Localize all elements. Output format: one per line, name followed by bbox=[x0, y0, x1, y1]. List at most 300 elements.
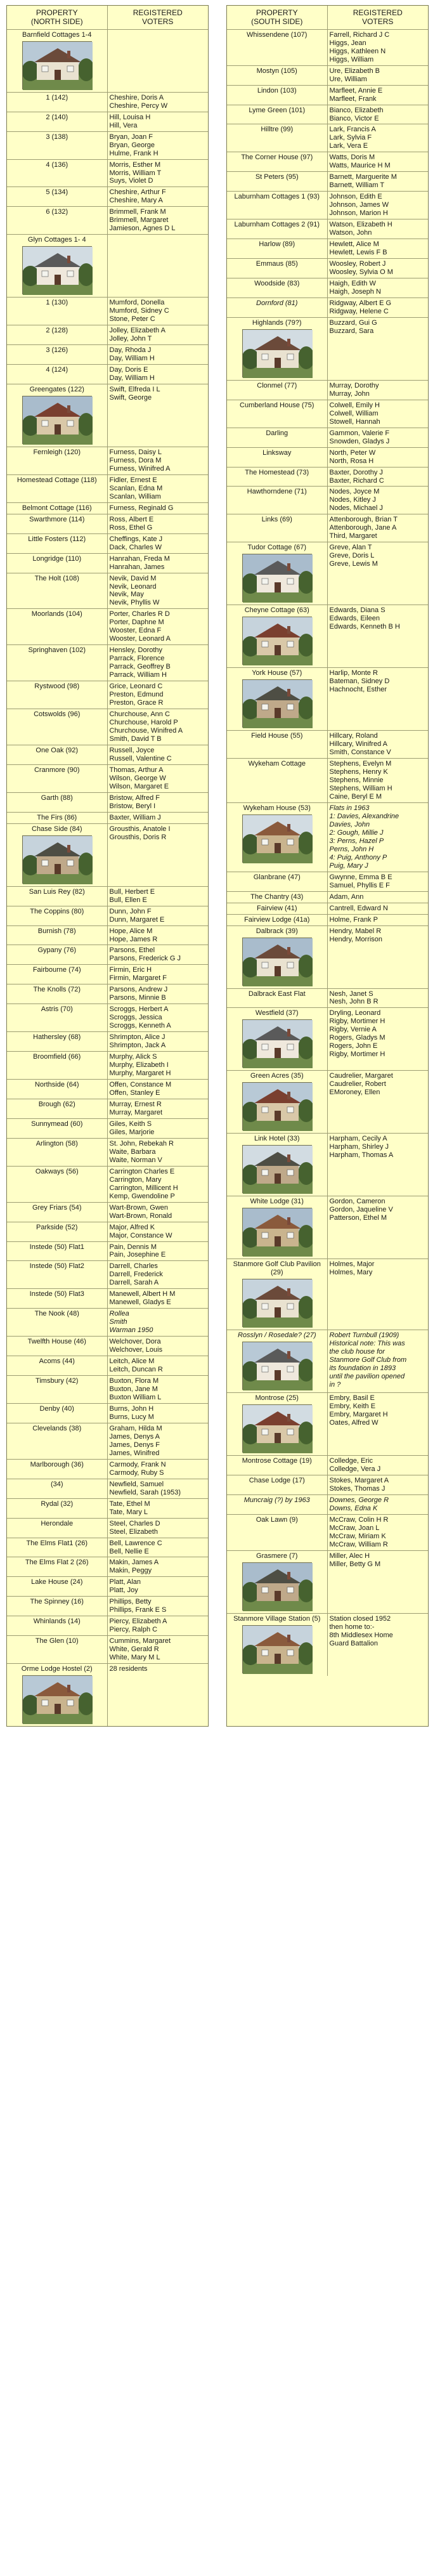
voter-name: Marfleet, Frank bbox=[329, 95, 377, 103]
property-name: Rosslyn / Rosedale? (27) bbox=[237, 1331, 316, 1340]
property-cell bbox=[227, 1614, 328, 1676]
voter-name: the club house for bbox=[329, 1348, 385, 1356]
voter-name: Nevik, Leonard bbox=[109, 582, 157, 591]
voters-cell bbox=[328, 872, 429, 891]
voters-cell bbox=[108, 160, 209, 187]
table-row bbox=[7, 93, 208, 112]
table-row bbox=[227, 219, 428, 239]
table-row bbox=[7, 187, 208, 207]
property-cell bbox=[227, 239, 328, 258]
house-photo bbox=[242, 1019, 312, 1068]
table-row bbox=[7, 1099, 208, 1119]
voter-name: Holme, Frank P bbox=[329, 915, 378, 924]
voters-cell bbox=[108, 1167, 209, 1202]
property-name: Hathersley (68) bbox=[33, 1033, 81, 1042]
property-cell bbox=[227, 1495, 328, 1514]
voter-name: Stone, Peter C bbox=[109, 315, 155, 324]
table-row bbox=[227, 1393, 428, 1456]
voters-cell bbox=[108, 1261, 209, 1288]
property-cell bbox=[227, 605, 328, 667]
property-name: Rystwood (98) bbox=[34, 683, 80, 691]
voters-cell bbox=[328, 259, 429, 278]
voter-name: Nevik, Phyllis W bbox=[109, 599, 160, 607]
voter-name: Cheshire, Mary A bbox=[109, 197, 163, 205]
table-row bbox=[7, 1289, 208, 1309]
voter-name: St. John, Rebekah R bbox=[109, 1139, 174, 1147]
voter-name: Major, Constance W bbox=[109, 1231, 172, 1239]
voters-cell bbox=[328, 605, 429, 667]
voter-name: Morris, Esther M bbox=[109, 160, 161, 169]
property-name: 6 (132) bbox=[46, 208, 68, 216]
property-cell bbox=[7, 1337, 108, 1356]
property-name: Swarthmore (114) bbox=[29, 515, 85, 523]
voters-cell bbox=[328, 448, 429, 467]
table-row bbox=[7, 1242, 208, 1262]
voter-name: Firmin, Margaret F bbox=[109, 974, 167, 983]
table-row bbox=[7, 765, 208, 793]
property-cell bbox=[7, 1004, 108, 1031]
property-name: Acoms (44) bbox=[39, 1357, 75, 1366]
property-cell bbox=[7, 1119, 108, 1138]
property-cell bbox=[227, 1259, 328, 1330]
voter-name: Morris, William T bbox=[109, 169, 162, 177]
property-cell bbox=[7, 160, 108, 187]
voter-name: James, Denys A bbox=[109, 1432, 160, 1441]
property-name: Westfield (37) bbox=[255, 1009, 299, 1017]
property-name: The Nook (48) bbox=[34, 1310, 79, 1318]
voter-name: Graham, Hilda M bbox=[109, 1424, 162, 1432]
property-name: Brough (62) bbox=[38, 1100, 75, 1108]
voters-cell bbox=[328, 219, 429, 239]
table-row bbox=[7, 160, 208, 188]
property-name: Emmaus (85) bbox=[256, 260, 298, 268]
voter-name: Cheshire, Arthur F bbox=[109, 188, 166, 197]
voters-cell bbox=[108, 573, 209, 609]
table-row bbox=[7, 1119, 208, 1139]
voter-name: EMoroney, Ellen bbox=[329, 1089, 380, 1097]
property-name: The Corner House (97) bbox=[241, 154, 313, 162]
property-cell bbox=[227, 803, 328, 872]
voter-name: Greve, Doris L bbox=[329, 552, 375, 560]
voters-cell bbox=[108, 1664, 209, 1726]
property-cell bbox=[227, 1071, 328, 1133]
voter-name: Higgs, Kathleen N bbox=[329, 47, 386, 55]
voter-name: Scanlan, Edna M bbox=[109, 484, 163, 492]
voters-cell bbox=[328, 903, 429, 914]
voter-name: Stanmore Golf Club from bbox=[329, 1356, 407, 1364]
property-name: The Homestead (73) bbox=[245, 468, 309, 476]
voter-name: Nesh, Janet S bbox=[329, 990, 373, 998]
voter-name: Cheshire, Percy W bbox=[109, 101, 168, 110]
voters-cell bbox=[108, 1203, 209, 1222]
voter-name: Brimmell, Margaret bbox=[109, 216, 169, 225]
property-name: Dornford (81) bbox=[256, 299, 298, 307]
property-cell bbox=[7, 1099, 108, 1118]
table-row bbox=[227, 192, 428, 219]
property-name: Dalbrack East Flat bbox=[248, 990, 306, 998]
table-row bbox=[7, 1376, 208, 1404]
voters-cell bbox=[108, 1309, 209, 1336]
house-photo bbox=[22, 41, 92, 89]
property-cell bbox=[7, 984, 108, 1004]
voter-name: in ? bbox=[329, 1381, 341, 1389]
voter-name: Snowden, Gladys J bbox=[329, 437, 390, 445]
voters-cell bbox=[108, 1139, 209, 1166]
voter-name: James, Winifred bbox=[109, 1449, 160, 1457]
voter-name: Cheshire, Doris A bbox=[109, 93, 164, 101]
property-name: York House (57) bbox=[252, 669, 302, 677]
voter-name: Rigby, Mortimer H bbox=[329, 1017, 385, 1026]
table-row bbox=[7, 1203, 208, 1222]
property-name: The Knolls (72) bbox=[33, 986, 81, 994]
voter-name: Woosley, Sylvia O M bbox=[329, 268, 393, 276]
property-name: The Chantry (43) bbox=[250, 892, 304, 901]
voters-cell bbox=[328, 239, 429, 258]
voter-name: until the pavilion opened bbox=[329, 1373, 405, 1381]
voters-cell bbox=[108, 1222, 209, 1241]
property-name: Stanmore Village Station (5) bbox=[233, 1614, 321, 1623]
voter-name: Adam, Ann bbox=[329, 892, 364, 901]
table-row bbox=[227, 30, 428, 66]
table-row bbox=[227, 872, 428, 892]
voter-name: Harpham, Thomas A bbox=[329, 1151, 394, 1160]
house-photo bbox=[242, 1145, 312, 1193]
voter-name: Shrimpton, Jack A bbox=[109, 1042, 166, 1050]
property-cell bbox=[227, 467, 328, 487]
property-name: Oak Lawn (9) bbox=[256, 1516, 298, 1524]
house-photo bbox=[22, 396, 92, 444]
voter-name: Kemp, Gwendoline P bbox=[109, 1192, 175, 1200]
voters-cell bbox=[108, 1616, 209, 1635]
header-text: (NORTH SIDE) bbox=[30, 17, 83, 27]
property-cell bbox=[227, 1134, 328, 1196]
voter-name: Swift, George bbox=[109, 393, 152, 402]
voters-cell bbox=[328, 892, 429, 903]
voters-cell bbox=[328, 467, 429, 487]
voter-name: Makin, Peggy bbox=[109, 1567, 152, 1575]
voter-name: Buzzard, Sara bbox=[329, 327, 374, 335]
property-name: Montrose (25) bbox=[255, 1394, 299, 1402]
voters-cell bbox=[108, 1577, 209, 1596]
voters-cell bbox=[108, 1404, 209, 1423]
voter-name: Puig, Mary J bbox=[329, 861, 368, 870]
table-row bbox=[7, 112, 208, 132]
property-name: Laburnham Cottages 1 (93) bbox=[234, 193, 320, 201]
table-row bbox=[7, 447, 208, 475]
voters-cell bbox=[328, 172, 429, 191]
voter-name: Embry, Keith E bbox=[329, 1402, 376, 1411]
property-name: Chase Side (84) bbox=[32, 825, 82, 833]
property-cell bbox=[7, 1557, 108, 1576]
voter-name: Baxter, Dorothy J bbox=[329, 468, 383, 476]
property-name: Fernleigh (120) bbox=[33, 448, 81, 456]
voter-name: North, Peter W bbox=[329, 448, 376, 457]
table-row bbox=[227, 605, 428, 668]
voter-name: Marfleet, Annie E bbox=[329, 86, 383, 95]
table-row bbox=[227, 428, 428, 448]
voter-name: Hillcary, Roland bbox=[329, 732, 378, 740]
voter-name: Churchouse, Ann C bbox=[109, 710, 170, 719]
property-cell bbox=[227, 903, 328, 914]
property-name: Twelfth House (46) bbox=[27, 1338, 86, 1346]
voter-name: Ure, William bbox=[329, 75, 367, 83]
voter-name: Platt, Alan bbox=[109, 1578, 141, 1586]
property-cell bbox=[7, 1616, 108, 1635]
voter-name: Stokes, Margaret A bbox=[329, 1477, 389, 1485]
voter-name: Downs, Edna K bbox=[329, 1505, 378, 1513]
voter-name: Carmody, Ruby S bbox=[109, 1468, 164, 1477]
table-row bbox=[227, 759, 428, 803]
voters-cell bbox=[328, 30, 429, 65]
voter-name: Buxton, Flora M bbox=[109, 1377, 159, 1385]
voters-cell bbox=[328, 1614, 429, 1676]
voters-cell bbox=[328, 1330, 429, 1392]
voter-name: Attenborough, Brian T bbox=[329, 516, 398, 524]
voter-name: Steel, Charles D bbox=[109, 1519, 160, 1527]
voter-name: Hulme, Frank H bbox=[109, 149, 159, 157]
voter-name: Gammon, Valerie F bbox=[329, 429, 390, 437]
voter-name: Jolley, John T bbox=[109, 335, 152, 343]
voters-cell bbox=[328, 318, 429, 380]
property-cell bbox=[227, 487, 328, 514]
table-row bbox=[227, 318, 428, 381]
voters-cell bbox=[108, 475, 209, 502]
house-photo bbox=[242, 938, 312, 986]
table-row bbox=[7, 475, 208, 503]
voter-name: Furness, Reginald G bbox=[109, 504, 174, 512]
voter-name: Downes, George R bbox=[329, 1496, 389, 1505]
property-cell bbox=[7, 365, 108, 384]
voter-name: Bateman, Sidney D bbox=[329, 677, 390, 686]
voters-cell bbox=[108, 1557, 209, 1576]
voter-name: Baxter, Richard C bbox=[329, 476, 384, 485]
voters-cell bbox=[108, 645, 209, 681]
voter-name: Station closed 1952 bbox=[329, 1614, 391, 1623]
property-name: Links (69) bbox=[261, 516, 292, 524]
voter-name: Cantrell, Edward N bbox=[329, 904, 388, 912]
voter-name: Firmin, Eric H bbox=[109, 966, 152, 974]
voters-cell bbox=[108, 1479, 209, 1498]
voters-cell bbox=[328, 1071, 429, 1133]
property-cell bbox=[7, 1222, 108, 1241]
house-photo bbox=[242, 1625, 312, 1673]
house-photo bbox=[242, 1279, 312, 1327]
voters-cell bbox=[108, 1519, 209, 1538]
voter-name: Third, Margaret bbox=[329, 532, 377, 540]
voter-name: Murray, Dorothy bbox=[329, 381, 379, 389]
table-row bbox=[7, 1052, 208, 1080]
voter-name: Johnson, Edith E bbox=[329, 193, 382, 201]
table-row bbox=[227, 542, 428, 605]
voter-name: Edwards, Kenneth B H bbox=[329, 623, 400, 631]
voters-cell bbox=[108, 1080, 209, 1099]
property-cell bbox=[227, 872, 328, 891]
voter-name: Farrell, Richard J C bbox=[329, 30, 390, 39]
voter-name: McCraw, William R bbox=[329, 1540, 388, 1548]
voter-name: Samuel, Phyllis E F bbox=[329, 881, 390, 889]
header-text: PROPERTY bbox=[36, 8, 78, 17]
property-cell bbox=[7, 235, 108, 297]
table-row bbox=[227, 400, 428, 428]
voter-name: Carrington Charles E bbox=[109, 1167, 175, 1175]
table-row bbox=[7, 1636, 208, 1664]
table-row bbox=[7, 1309, 208, 1337]
property-name: Woodside (83) bbox=[254, 279, 300, 287]
property-cell bbox=[7, 824, 108, 886]
property-cell bbox=[7, 132, 108, 159]
voter-name: Hill, Vera bbox=[109, 121, 138, 129]
voter-name: Perns, John H bbox=[329, 845, 374, 853]
property-cell bbox=[7, 325, 108, 344]
property-name: 1 (130) bbox=[46, 299, 68, 307]
voters-cell bbox=[108, 1004, 209, 1031]
voters-cell bbox=[108, 554, 209, 573]
voter-name: Rogers, John E bbox=[329, 1042, 378, 1050]
property-cell bbox=[7, 207, 108, 234]
voter-name: Wooster, Leonard A bbox=[109, 635, 171, 643]
voter-name: Buzzard, Gui G bbox=[329, 318, 377, 327]
voter-name: Lark, Francis A bbox=[329, 126, 376, 134]
voter-name: Wilson, Margaret E bbox=[109, 782, 169, 790]
voter-name: Wart-Brown, Ronald bbox=[109, 1212, 172, 1220]
table-row bbox=[227, 1071, 428, 1134]
voter-name: Welchover, Louis bbox=[109, 1346, 163, 1354]
property-cell bbox=[7, 1052, 108, 1079]
property-name: The Elms Flat1 (26) bbox=[26, 1539, 88, 1547]
voter-name: Manewell, Gladys E bbox=[109, 1298, 171, 1307]
voter-name: Haigh, Edith W bbox=[329, 279, 376, 287]
voter-name: Gwynne, Emma B E bbox=[329, 873, 392, 881]
voter-name: Stokes, Thomas J bbox=[329, 1485, 385, 1493]
property-cell bbox=[227, 318, 328, 380]
header-text: PROPERTY bbox=[256, 8, 298, 17]
voter-name: Ridgway, Albert E G bbox=[329, 299, 392, 307]
voter-name: Parsons, Minnie B bbox=[109, 994, 166, 1002]
voters-cell bbox=[108, 325, 209, 344]
north-side-table bbox=[6, 5, 209, 1727]
property-cell bbox=[7, 1664, 108, 1726]
voter-name: Tate, Mary L bbox=[109, 1508, 148, 1516]
voter-name: Colledge, Eric bbox=[329, 1457, 373, 1465]
table-row bbox=[227, 381, 428, 400]
property-cell bbox=[7, 1356, 108, 1375]
voters-cell bbox=[108, 1356, 209, 1375]
voters-cell bbox=[328, 1259, 429, 1330]
property-column-header bbox=[7, 6, 108, 29]
property-name: Oakways (56) bbox=[35, 1167, 79, 1175]
voters-cell bbox=[328, 1393, 429, 1455]
header-text: REGISTERED bbox=[353, 8, 403, 17]
property-name: Green Acres (35) bbox=[250, 1072, 304, 1080]
voters-cell bbox=[108, 709, 209, 745]
voter-name: Nevik, May bbox=[109, 591, 144, 599]
table-row bbox=[7, 1460, 208, 1479]
voter-name: 8th Middlesex Home bbox=[329, 1631, 393, 1639]
property-cell bbox=[7, 945, 108, 964]
table-row bbox=[7, 1032, 208, 1052]
voter-name: Parsons, Andrew J bbox=[109, 986, 168, 994]
voter-name: Stowell, Hannah bbox=[329, 417, 380, 426]
voter-name: Murphy, Alick S bbox=[109, 1053, 157, 1061]
voter-name: Bryan, George bbox=[109, 141, 155, 149]
voters-cell bbox=[328, 152, 429, 171]
property-name: Mostyn (105) bbox=[256, 67, 297, 75]
property-cell bbox=[227, 124, 328, 152]
table-row bbox=[7, 824, 208, 887]
table-row bbox=[7, 793, 208, 813]
property-cell bbox=[7, 1203, 108, 1222]
voter-name: Buxton William L bbox=[109, 1394, 162, 1401]
voter-name: Phillips, Betty bbox=[109, 1598, 152, 1606]
voter-name: Brimmell, Frank M bbox=[109, 208, 166, 216]
voter-name: Hope, James R bbox=[109, 935, 158, 943]
property-cell bbox=[227, 192, 328, 219]
property-cell bbox=[227, 219, 328, 239]
table-row bbox=[7, 345, 208, 365]
voters-cell bbox=[108, 132, 209, 159]
header-text: VOTERS bbox=[362, 17, 394, 27]
voter-name: Stephens, Minnie bbox=[329, 776, 384, 785]
voters-cell bbox=[108, 609, 209, 644]
voter-name: Historical note: This was bbox=[329, 1340, 405, 1348]
house-photo bbox=[242, 1342, 312, 1390]
voter-name: Lark, Sylvia F bbox=[329, 134, 372, 142]
table-row bbox=[227, 803, 428, 872]
property-name: Wykeham Cottage bbox=[248, 760, 306, 768]
property-name: Clonmel (77) bbox=[257, 381, 297, 389]
voter-name: Watson, John bbox=[329, 229, 372, 237]
property-name: Parkside (52) bbox=[36, 1223, 78, 1231]
voter-name: Caudrelier, Robert bbox=[329, 1080, 386, 1089]
voter-name: Carrington, Millicent H bbox=[109, 1184, 178, 1192]
voter-name: Rigby, Mortimer H bbox=[329, 1050, 385, 1059]
property-name: Whinlands (14) bbox=[33, 1618, 81, 1626]
table-row bbox=[227, 892, 428, 903]
voter-name: Embry, Basil E bbox=[329, 1394, 375, 1402]
table-row bbox=[7, 1261, 208, 1289]
voters-cell bbox=[108, 1099, 209, 1118]
voter-name: Nodes, Michael J bbox=[329, 504, 383, 513]
voter-name: Russell, Joyce bbox=[109, 746, 155, 754]
property-name: Burnish (78) bbox=[37, 927, 76, 935]
table-row bbox=[7, 1577, 208, 1597]
voter-name: Stephens, William H bbox=[329, 785, 392, 792]
property-cell bbox=[7, 965, 108, 984]
voters-column-header bbox=[328, 6, 429, 29]
table-row bbox=[227, 124, 428, 152]
property-name: Glyn Cottages 1- 4 bbox=[27, 236, 86, 244]
property-cell bbox=[227, 278, 328, 297]
voters-cell bbox=[328, 66, 429, 85]
property-cell bbox=[7, 1032, 108, 1051]
voter-name: Higgs, Jean bbox=[329, 39, 366, 47]
property-cell bbox=[227, 1515, 328, 1550]
voter-name: Hachnocht, Esther bbox=[329, 686, 387, 694]
property-name: Northside (64) bbox=[34, 1081, 79, 1089]
property-name: San Luis Rey (82) bbox=[29, 887, 85, 896]
property-name: The Coppins (80) bbox=[30, 907, 84, 915]
property-name: Cumberland House (75) bbox=[240, 401, 314, 409]
voters-cell bbox=[328, 192, 429, 219]
voter-name: Watts, Maurice H M bbox=[329, 162, 391, 170]
voters-cell bbox=[328, 668, 429, 730]
voter-name: Warman 1950 bbox=[109, 1326, 153, 1335]
voters-cell bbox=[328, 381, 429, 400]
property-cell bbox=[227, 448, 328, 467]
property-name: Denby (40) bbox=[39, 1404, 74, 1413]
property-cell bbox=[7, 1423, 108, 1459]
voter-name: Higgs, William bbox=[329, 55, 374, 63]
